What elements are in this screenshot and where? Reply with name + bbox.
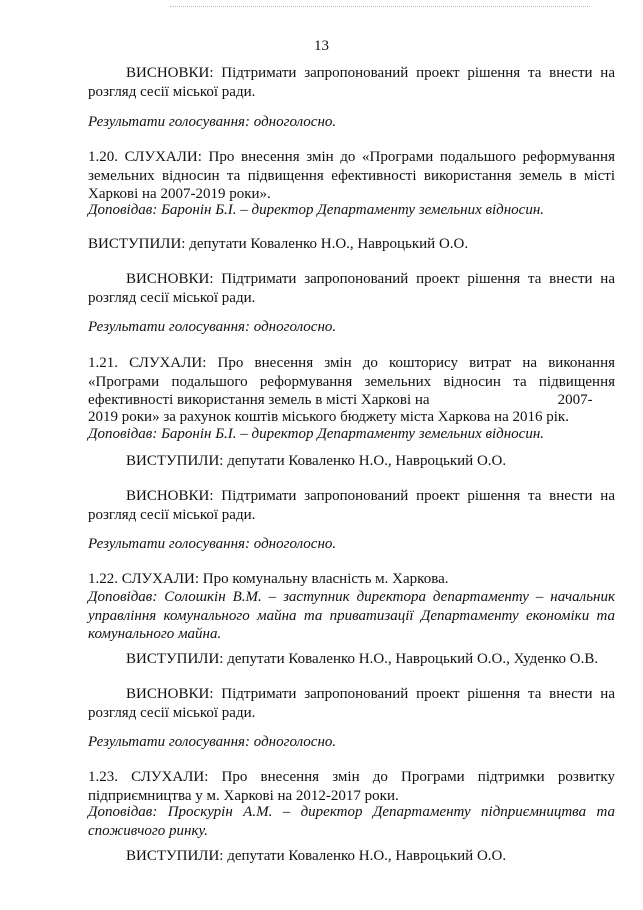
heard-text-part: 2007- [557, 392, 593, 408]
heard-item-1-21-continuation: 2019 роки» за рахунок коштів міського бюджету міста Харкова на 2016 рік. [88, 409, 569, 425]
spoke-line [88, 452, 615, 471]
heard-item-1-22: 1.22. СЛУХАЛИ: Про комунальну власність м. Харкова. [88, 571, 449, 587]
heard-text-part: 1.21. СЛУХАЛИ: Про внесення змін до кошторису витрат на виконання «Програми подальшого реформування земельних відносин та підвищення ефективності використання земель в місті Харкові на [88, 355, 615, 408]
conclusions-paragraph: ВИСНОВКИ: Підтримати запропонований проект рішення та внести на розгляд сесії міської ради. [88, 65, 615, 100]
speaker-line: Доповідав: Солошкін В.М. – заступник директора департаменту – начальник управління комунального майна та приватизації Департаменту економіки та комунального майна. [88, 589, 615, 642]
spoke-text: ВИСТУПИЛИ: депутати Коваленко Н.О., Навроцький О.О. [126, 453, 507, 469]
vote-result: Результати голосування: одноголосно. [88, 114, 337, 130]
vote-result: Результати голосування: одноголосно. [88, 536, 337, 552]
scan-artifact-line [170, 6, 590, 7]
spoke-line [88, 650, 615, 669]
conclusions-paragraph: ВИСНОВКИ: Підтримати запропонований проект рішення та внести на розгляд сесії міської ради. [88, 271, 615, 306]
speaker-line: Доповідав: Баронін Б.І. – директор Департаменту земельних відносин. [88, 202, 545, 218]
page-number: 13 [314, 38, 329, 54]
heard-item-1-21 [88, 354, 615, 410]
spoke-line [88, 847, 615, 866]
heard-item-1-23: 1.23. СЛУХАЛИ: Про внесення змін до Програми підтримки розвитку підприємництва у м. Харкові на 2012-2017 роки. [88, 769, 615, 804]
conclusions-paragraph: ВИСНОВКИ: Підтримати запропонований проект рішення та внести на розгляд сесії міської ради. [88, 686, 615, 721]
vote-result: Результати голосування: одноголосно. [88, 319, 337, 335]
vote-result: Результати голосування: одноголосно. [88, 734, 337, 750]
conclusions-paragraph: ВИСНОВКИ: Підтримати запропонований проект рішення та внести на розгляд сесії міської ради. [88, 488, 615, 523]
speaker-line: Доповідав: Проскурін А.М. – директор Департаменту підприємництва та споживчого ринку. [88, 804, 615, 839]
spoke-line: ВИСТУПИЛИ: депутати Коваленко Н.О., Навроцький О.О. [88, 236, 469, 252]
speaker-line: Доповідав: Баронін Б.І. – директор Департаменту земельних відносин. [88, 426, 545, 442]
heard-item-1-20: 1.20. СЛУХАЛИ: Про внесення змін до «Програми подальшого реформування земельних відносин та підвищення ефективності використання земель в місті Харкові на 2007-2019 роки». [88, 149, 615, 202]
spoke-text: ВИСТУПИЛИ: депутати Коваленко Н.О., Навроцький О.О. [126, 848, 507, 864]
spoke-text: ВИСТУПИЛИ: депутати Коваленко Н.О., Навроцький О.О., Худенко О.В. [126, 651, 599, 667]
